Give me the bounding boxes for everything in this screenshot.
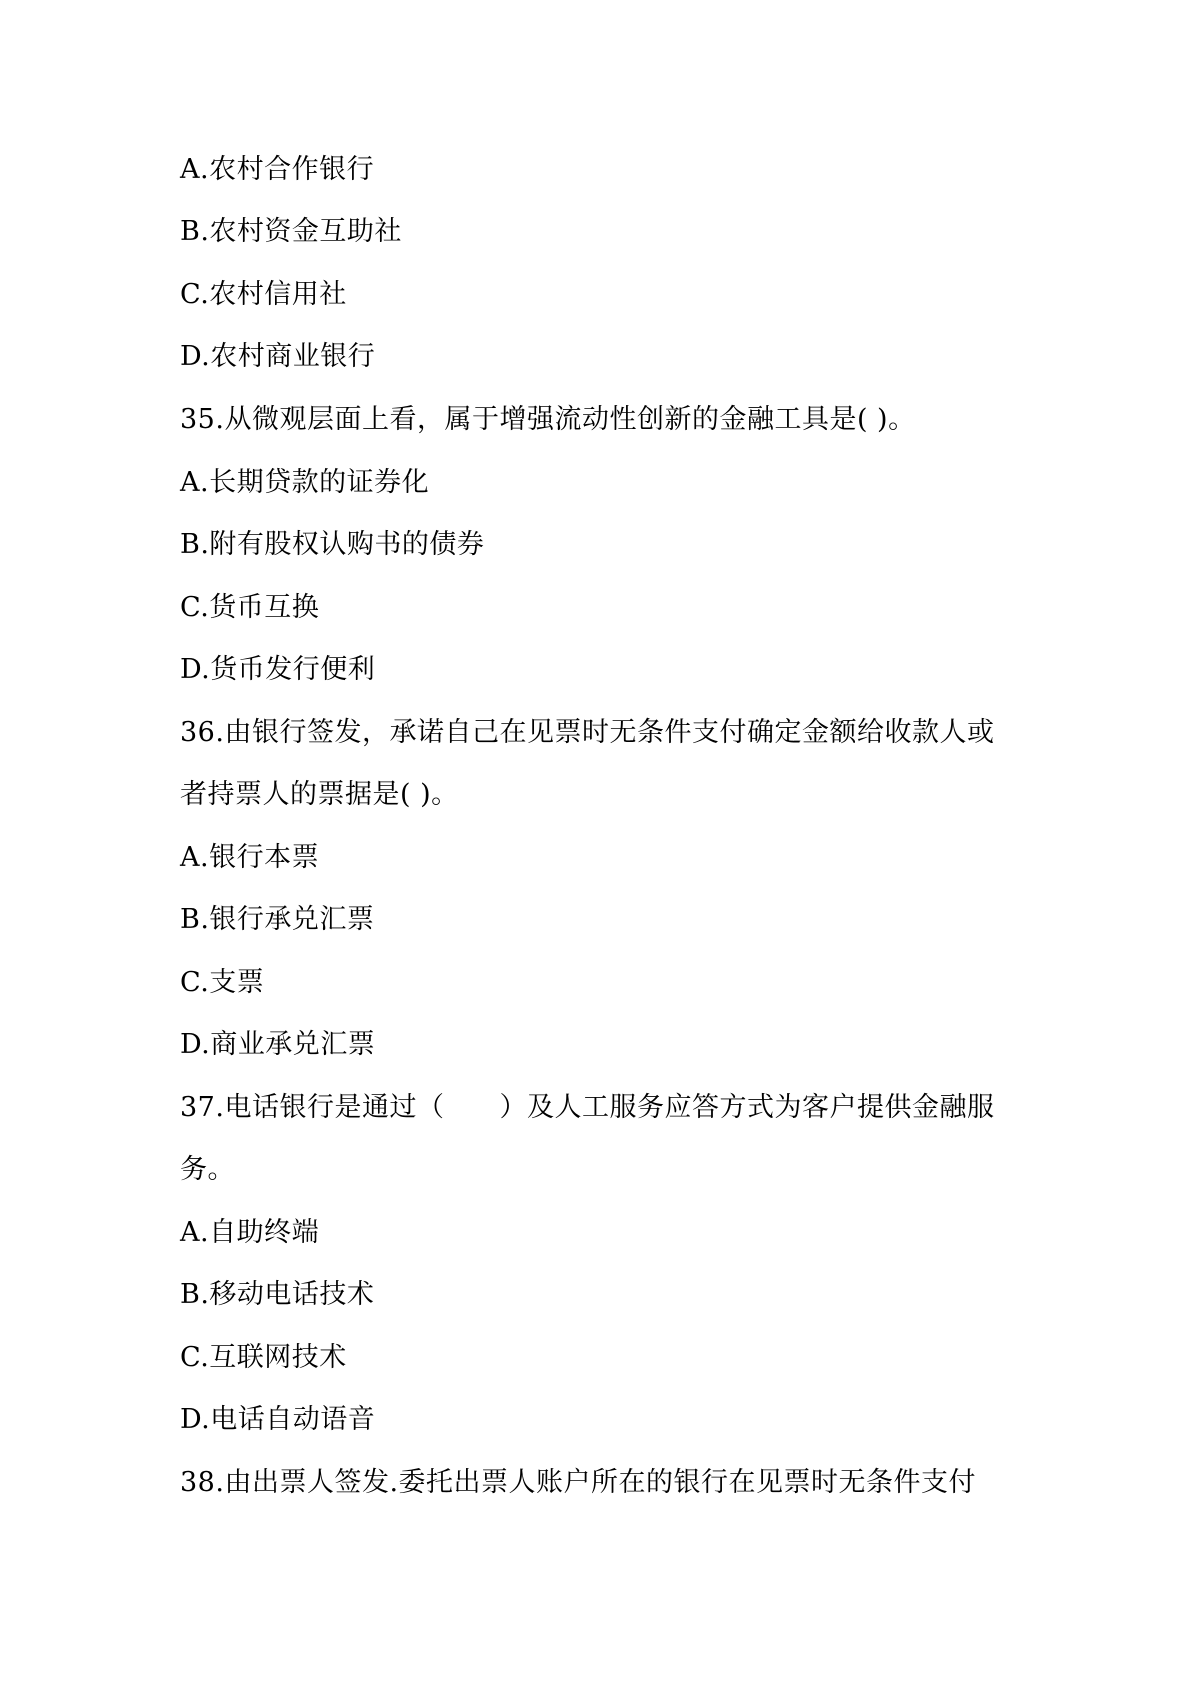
question-36-text: 36.由银行签发，承诺自己在见票时无条件支付确定金额给收款人或 <box>180 717 995 748</box>
option-b: B.移动电话技术 <box>180 1279 375 1310</box>
option-c: C.货币互换 <box>180 592 320 623</box>
option-d: D.货币发行便利 <box>180 654 376 685</box>
option-a: A.农村合作银行 <box>180 154 375 185</box>
question-35-text: 35.从微观层面上看，属于增强流动性创新的金融工具是( )。 <box>180 404 916 435</box>
question-37-text: 37.电话银行是通过（ ）及人工服务应答方式为客户提供金融服 <box>180 1092 995 1123</box>
option-b: B.附有股权认购书的债券 <box>180 529 485 560</box>
question-37-text-cont: 务。 <box>180 1154 235 1185</box>
option-d: D.农村商业银行 <box>180 341 376 372</box>
option-c: C.互联网技术 <box>180 1342 347 1373</box>
option-a: A.长期贷款的证券化 <box>180 467 430 498</box>
option-c: C.支票 <box>180 967 265 998</box>
option-a: A.自助终端 <box>180 1217 320 1248</box>
option-d: D.商业承兑汇票 <box>180 1029 376 1060</box>
option-d: D.电话自动语音 <box>180 1404 376 1435</box>
option-c: C.农村信用社 <box>180 279 347 310</box>
question-36-text-cont: 者持票人的票据是( )。 <box>180 779 459 810</box>
option-b: B.农村资金互助社 <box>180 216 402 247</box>
option-a: A.银行本票 <box>180 842 320 873</box>
question-38-text: 38.由出票人签发.委托出票人账户所在的银行在见票时无条件支付 <box>180 1467 977 1498</box>
option-b: B.银行承兑汇票 <box>180 904 375 935</box>
